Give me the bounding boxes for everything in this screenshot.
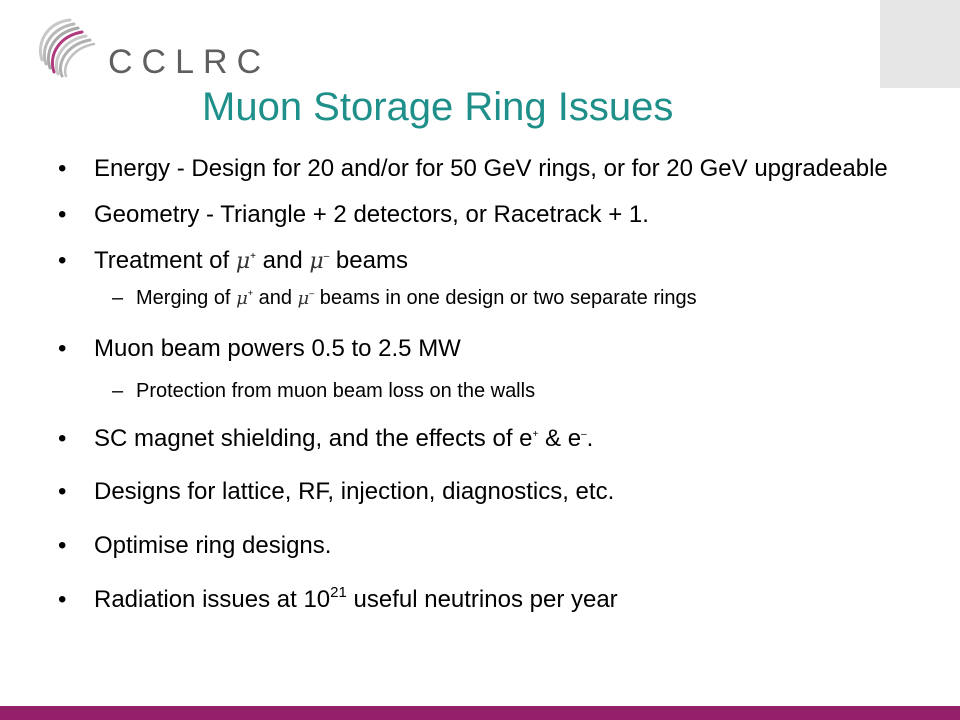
bullet-energy (58, 154, 938, 184)
bullet-sc-magnet (58, 424, 938, 454)
sub-text-prefix: Merging of (136, 287, 237, 309)
sub-text-suffix: beams in one design or two separate rings (314, 287, 697, 309)
minus-superscript: – (309, 288, 315, 298)
bullet-powers (58, 334, 938, 364)
mu-symbol: μ (236, 288, 248, 309)
bullet-text: Muon beam powers 0.5 to 2.5 MW (94, 335, 461, 362)
bullet-text-suffix: . (586, 425, 594, 452)
bullet-list (58, 150, 938, 615)
logo-text: CCLRC (108, 43, 271, 81)
bullet-text-prefix: SC magnet shielding, and the effects of e (94, 425, 533, 452)
bullet-text: Optimise ring designs. (94, 532, 332, 559)
sub-bullet-protection (58, 378, 938, 404)
plus-superscript: + (247, 288, 254, 298)
bullet-text: Geometry - Triangle + 2 detectors, or Racetrack + 1. (94, 201, 649, 228)
bottom-accent-bar (0, 706, 960, 720)
bullet-optimise (58, 531, 938, 561)
slide-title: Muon Storage Ring Issues (202, 85, 674, 129)
bullet-marker: • (58, 478, 67, 505)
mu-symbol: μ (309, 249, 324, 274)
bullet-text-mid: & e (538, 425, 582, 452)
bullet-radiation (58, 585, 938, 615)
dash-marker: – (112, 287, 124, 309)
sub-text-and: and (253, 287, 298, 309)
bullet-marker: • (58, 155, 67, 182)
header-grey-band (880, 0, 960, 88)
minus-superscript: – (323, 251, 330, 262)
bullet-text: Energy - Design for 20 and/or for 50 GeV rings, or for 20 GeV upgradeable (94, 155, 888, 182)
cclrc-logo (30, 14, 271, 84)
bullet-marker: • (58, 532, 67, 559)
plus-superscript: + (250, 251, 256, 262)
mu-symbol: μ (297, 288, 310, 309)
exponent-superscript: 21 (330, 584, 347, 601)
bullet-marker: • (58, 335, 67, 362)
bullet-text-prefix: Radiation issues at 10 (94, 586, 331, 613)
bullet-treatment (58, 246, 938, 277)
plus-superscript: + (532, 429, 539, 440)
cclrc-swirl-logo-icon (34, 16, 98, 78)
bullet-text-and: and (256, 247, 310, 274)
sub-text: Protection from muon beam loss on the walls (136, 380, 536, 402)
bullet-text-suffix: useful neutrinos per year (346, 586, 618, 613)
bullet-marker: • (58, 247, 67, 274)
dash-marker: – (112, 380, 124, 402)
mu-symbol: μ (235, 249, 251, 274)
bullet-marker: • (58, 425, 67, 452)
bullet-text: Designs for lattice, RF, injection, diagnostics, etc. (94, 478, 615, 505)
bullet-text-suffix: beams (329, 247, 408, 274)
bullet-marker: • (58, 201, 67, 228)
bullet-geometry (58, 200, 938, 230)
bullet-marker: • (58, 586, 67, 613)
bullet-designs (58, 477, 938, 507)
sub-bullet-merging (58, 285, 938, 312)
minus-superscript: – (581, 429, 587, 440)
bullet-text-prefix: Treatment of (94, 247, 236, 274)
